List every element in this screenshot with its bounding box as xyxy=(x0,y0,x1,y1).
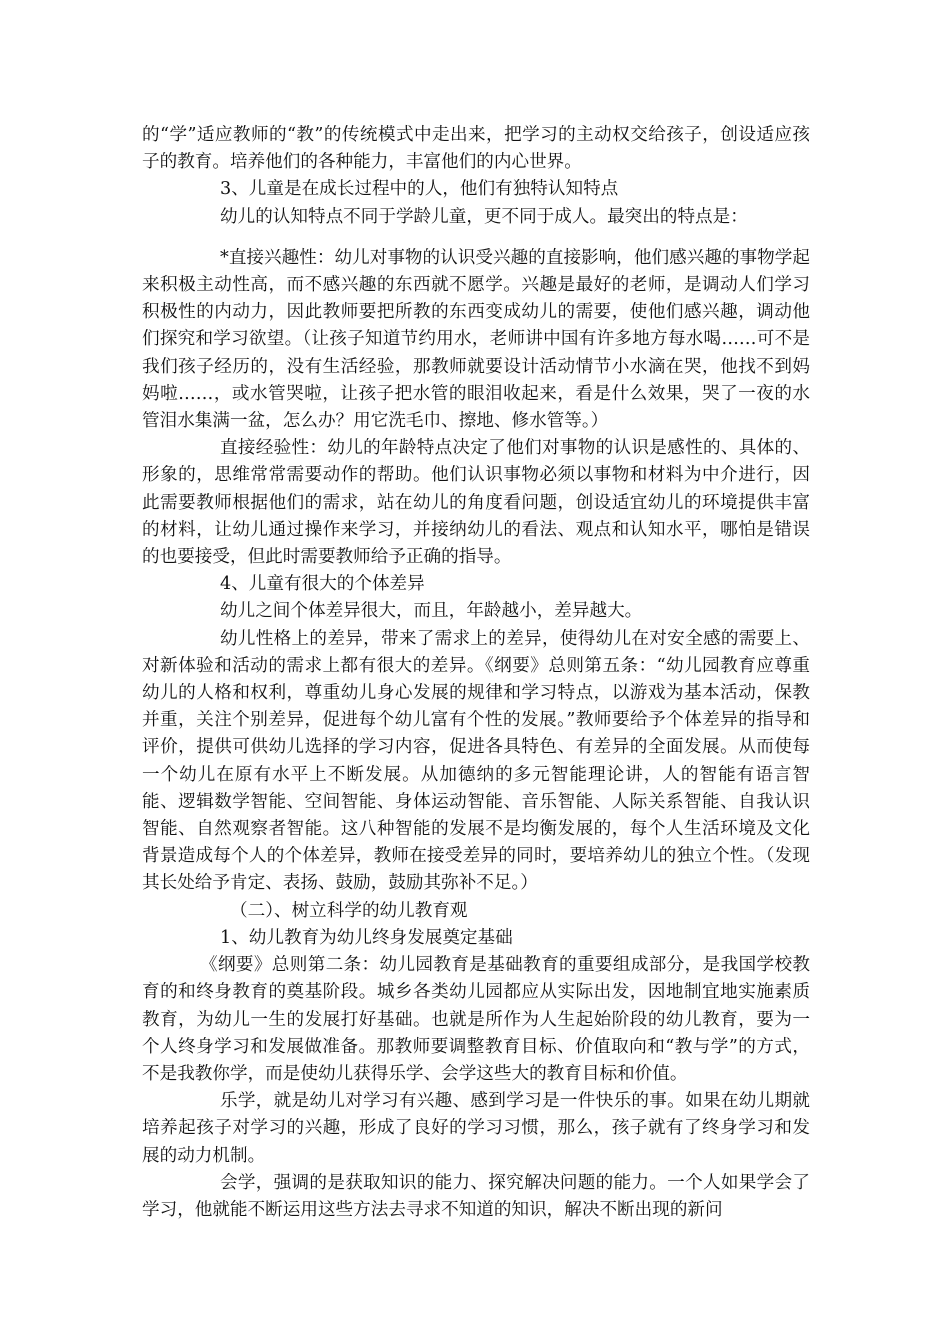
paragraph-individual-diff: 幼儿性格上的差异，带来了需求上的差异，使得幼儿在对安全感的需要上、对新体验和活动的需求上都有很大的差异。《纲要》总则第五条：“幼儿园教育应尊重幼儿的人格和权利，尊重幼儿身心发展的规律和学习特点，以游戏为基本活动，保教并重，关注个别差异，促进每个幼儿富有个性的发展。”教师要给予个体差异的指导和评价，提供可供幼儿选择的学习内容，促进各具特色、有差异的全面发展。从而使每一个幼儿在原有水平上不断发展。从加德纳的多元智能理论讲，人的智能有语言智能、逻辑数学智能、空间智能、身体运动智能、音乐智能、人际关系智能、自我认识智能、自然观察者智能。这八种智能的发展不是均衡发展的，每个人生活环境及文化背景造成每个人的个体差异，教师在接受差异的同时，要培养幼儿的独立个性。（发现其长处给予肯定、表扬、鼓励，鼓励其弥补不足。） xyxy=(142,628,810,894)
paragraph-learn-to-learn: 会学，强调的是获取知识的能力、探究解决问题的能力。一个人如果学会了学习，他就能不断运用这些方法去寻求不知道的知识，解决不断出现的新问 xyxy=(142,1172,810,1220)
section-heading-4: 4、儿童有很大的个体差异 xyxy=(220,574,425,595)
paragraph-direct-experience: 直接经验性：幼儿的年龄特点决定了他们对事物的认识是感性的、具体的、形象的，思维常常需要动作的帮助。他们认识事物必须以事物和材料为中介进行，因此需要教师根据他们的需求，站在幼儿的角度看问题，创设适宜幼儿的环境提供丰富的材料，让幼儿通过操作来学习，并接纳幼儿的看法、观点和认知水平，哪怕是错误的也要接受，但此时需要教师给予正确的指导。 xyxy=(142,438,810,568)
section-heading-1: 1、幼儿教育为幼儿终身发展奠定基础 xyxy=(220,927,513,948)
paragraph-individual-diff-intro: 幼儿之间个体差异很大，而且，年龄越小，差异越大。 xyxy=(220,601,643,622)
document-page xyxy=(142,122,810,1224)
paragraph-enjoy-learning: 乐学，就是幼儿对学习有兴趣、感到学习是一件快乐的事。如果在幼儿期就培养起孩子对学习的兴趣，形成了良好的学习习惯，那么，孩子就有了终身学习和发展的动力机制。 xyxy=(142,1091,810,1166)
section-heading-part-2: （二）、树立科学的幼儿教育观 xyxy=(230,900,468,921)
paragraph-continuation: 的“学”适应教师的“教”的传统模式中走出来，把学习的主动权交给孩子，创设适应孩子的教育。培养他们的各种能力，丰富他们的内心世界。 xyxy=(142,125,810,173)
paragraph-cognitive-intro: 幼儿的认知特点不同于学龄儿童，更不同于成人。最突出的特点是： xyxy=(220,206,748,227)
section-heading-3: 3、儿童是在成长过程中的人，他们有独特认知特点 xyxy=(220,179,619,200)
paragraph-direct-interest: *直接兴趣性：幼儿对事物的认识受兴趣的直接影响，他们感兴趣的事物学起来积极主动性高，而不感兴趣的东西就不愿学。兴趣是最好的老师，是调动人们学习积极性的内动力，因此教师要把所教的东西变成幼儿的需要，使他们感兴趣，调动他们探究和学习欲望。（让孩子知道节约用水，老师讲中国有许多地方每水喝……可不是我们孩子经历的，没有生活经验，那教师就要设计活动情节小水滴在哭，他找不到妈妈啦……，或水管哭啦，让孩子把水管的眼泪收起来，看是什么效果，哭了一夜的水管泪水集满一盆，怎么办？用它洗毛巾、擦地、修水管等。） xyxy=(142,247,810,432)
paragraph-outline-article-2: 《纲要》总则第二条：幼儿园教育是基础教育的重要组成部分，是我国学校教育的和终身教育的奠基阶段。城乡各类幼儿园都应从实际出发，因地制宜地实施素质教育，为幼儿一生的发展打好基础。也就是所作为人生起始阶段的幼儿教育，要为一个人终身学习和发展做准备。那教师要调整教育目标、价值取向和“教与学”的方式，不是我教你学，而是使幼儿获得乐学、会学这些大的教育目标和价值。 xyxy=(142,955,810,1084)
